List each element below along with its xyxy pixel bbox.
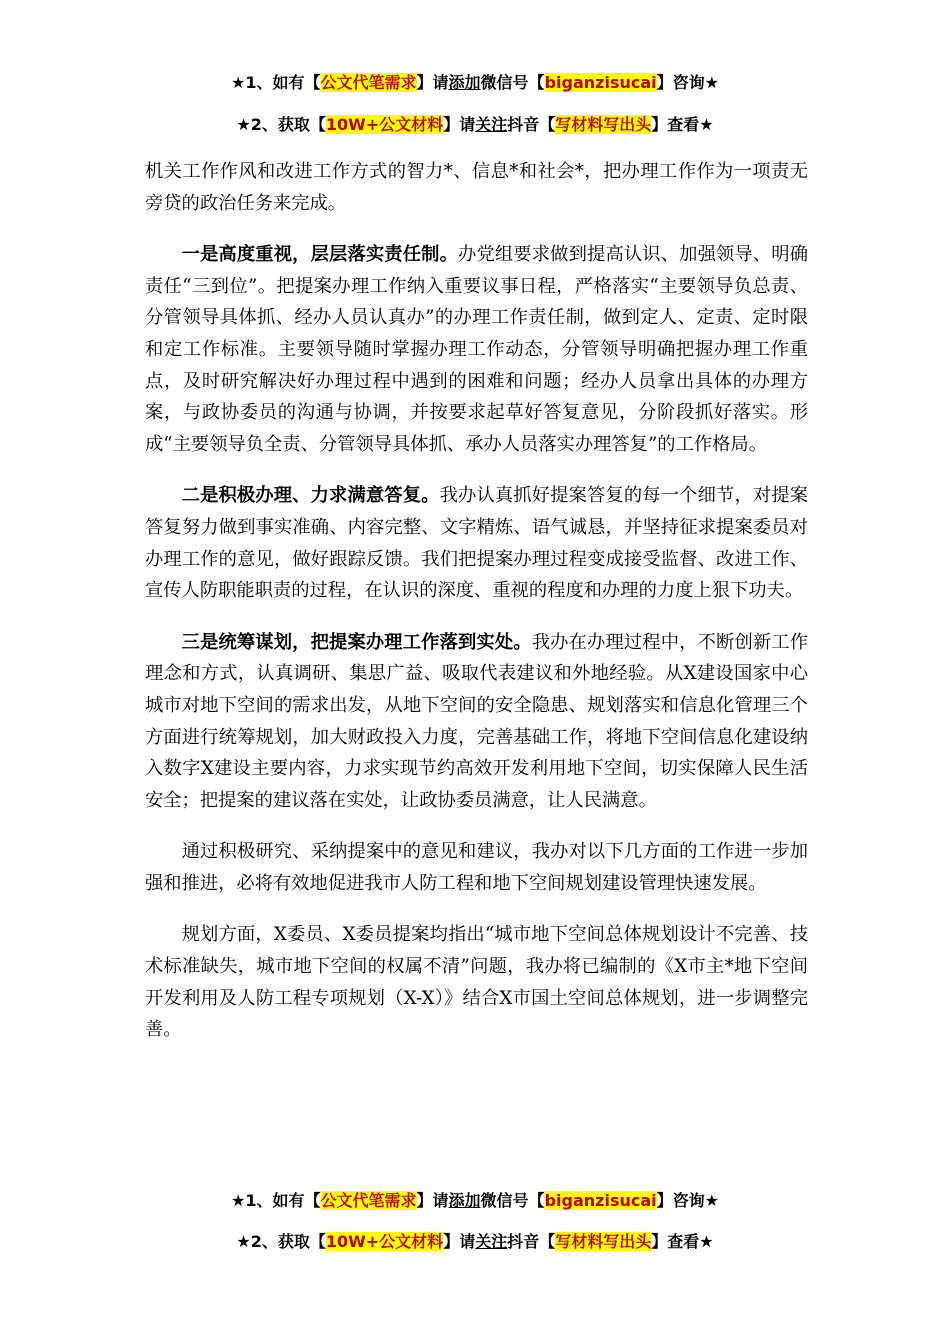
paragraph-planning <box>145 627 808 817</box>
paragraph-intro-continuation: 机关工作作风和改进工作方式的智力*、信息*和社会*，把办理工作作为一项责无旁贷的政治任务来完成。 <box>145 161 808 214</box>
paragraph-lead: 二是积极办理、力求满意答复。 <box>181 485 440 507</box>
underlined-word: 添加 <box>448 1191 481 1210</box>
paragraph-responsibility <box>145 239 808 460</box>
paragraph-text: 办党组要求做到提高认识、加强领导、明确责任“三到位”。把提案办理工作纳入重要议事日程，严格落实“主要领导负总责、分管领导具体抓、经办人员认真办”的办理工作责任制，做到定人、定责、定时限和定工作标准。主要领导随时掌握办理工作动态，分管领导明确把握办理工作重点，及时研究解决好办理过程中遇到的困难和问题；经办人员拿出具体的办理方案，与政协委员的沟通与协调，并按要求起草好答复意见，分阶段抓好落实。形成“主要领导负全责、分管领导具体抓、承办人员落实办理答复”的工作格局。 <box>145 244 809 455</box>
paragraph-lead: 一是高度重视，层层落实责任制。 <box>181 244 459 266</box>
bottom-banner-line-2 <box>0 1229 950 1252</box>
highlight-materials: 10W+公文材料 <box>325 1232 444 1251</box>
banner-text: 微信号【 <box>480 1191 545 1210</box>
banner-text: 抖音【 <box>507 1232 556 1251</box>
paragraph-promotion: 通过积极研究、采纳提案中的意见和建议，我办对以下几方面的工作进一步加强和推进，必将有效地促进我市人防工程和地下空间规划建设管理快速发展。 <box>145 841 808 894</box>
banner-text: ★2、获取【 <box>236 115 326 134</box>
paragraph-active-handling <box>145 480 808 606</box>
bottom-banner-line-1 <box>0 1188 950 1211</box>
banner-text: 】咨询★ <box>656 1191 719 1210</box>
banner-text: ★2、获取【 <box>236 1232 326 1251</box>
top-banner-line-2 <box>0 112 950 135</box>
document-body <box>145 156 808 1066</box>
top-banner-line-1 <box>0 70 950 93</box>
banner-text: 】请 <box>416 1191 449 1210</box>
banner-text: 微信号【 <box>480 73 545 92</box>
paragraph-text: 我办在办理过程中，不断创新工作理念和方式，认真调研、集思广益、吸取代表建议和外地经验。从X建设国家中心城市对地下空间的需求出发，从地下空间的安全隐患、规划落实和信息化管理三个方面进行统筹规划，加大财政投入力度，完善基础工作，将地下空间信息化建设纳入数字X建设主要内容，力求实现节约高效开发利用地下空间，切实保障人民生活安全；把提案的建议落在实处，让政协委员满意，让人民满意。 <box>145 631 809 811</box>
banner-text: 抖音【 <box>507 115 556 134</box>
banner-text: 】咨询★ <box>656 73 719 92</box>
highlight-douyin-account: 写材料写出头 <box>555 115 652 134</box>
underlined-word: 关注 <box>475 1232 508 1251</box>
banner-text: 】查看★ <box>651 1232 714 1251</box>
banner-text: 】请 <box>443 1232 476 1251</box>
paragraph-lead: 三是统筹谋划，把提案办理工作落到实处。 <box>181 631 532 653</box>
banner-text: ★1、如有【 <box>231 73 321 92</box>
banner-text: 】请 <box>443 115 476 134</box>
banner-text: 】查看★ <box>651 115 714 134</box>
paragraph-planning-aspect: 规划方面，X委员、X委员提案均指出“城市地下空间总体规划设计不完善、技术标准缺失，城市地下空间的权属不清”问题，我办将已编制的《X市主*地下空间开发利用及人防工程专项规划（X-X）》结合X市国土空间总体规划，进一步调整完善。 <box>145 924 808 1041</box>
highlight-wechat-id: biganzisucai <box>544 1191 657 1210</box>
highlight-materials: 10W+公文材料 <box>325 115 444 134</box>
highlight-service: 公文代笔需求 <box>320 1191 417 1210</box>
highlight-douyin-account: 写材料写出头 <box>555 1232 652 1251</box>
underlined-word: 添加 <box>448 73 481 92</box>
underlined-word: 关注 <box>475 115 508 134</box>
highlight-wechat-id: biganzisucai <box>544 73 657 92</box>
highlight-service: 公文代笔需求 <box>320 73 417 92</box>
paragraph-text: 我办认真抓好提案答复的每一个细节，对提案答复努力做到事实准确、内容完整、文字精炼、语气诚恳，并坚持征求提案委员对办理工作的意见，做好跟踪反馈。我们把提案办理过程变成接受监督、改进工作、宣传人防职能职责的过程，在认识的深度、重视的程度和办理的力度上狠下功夫。 <box>145 485 809 602</box>
banner-text: 】请 <box>416 73 449 92</box>
banner-text: ★1、如有【 <box>231 1191 321 1210</box>
